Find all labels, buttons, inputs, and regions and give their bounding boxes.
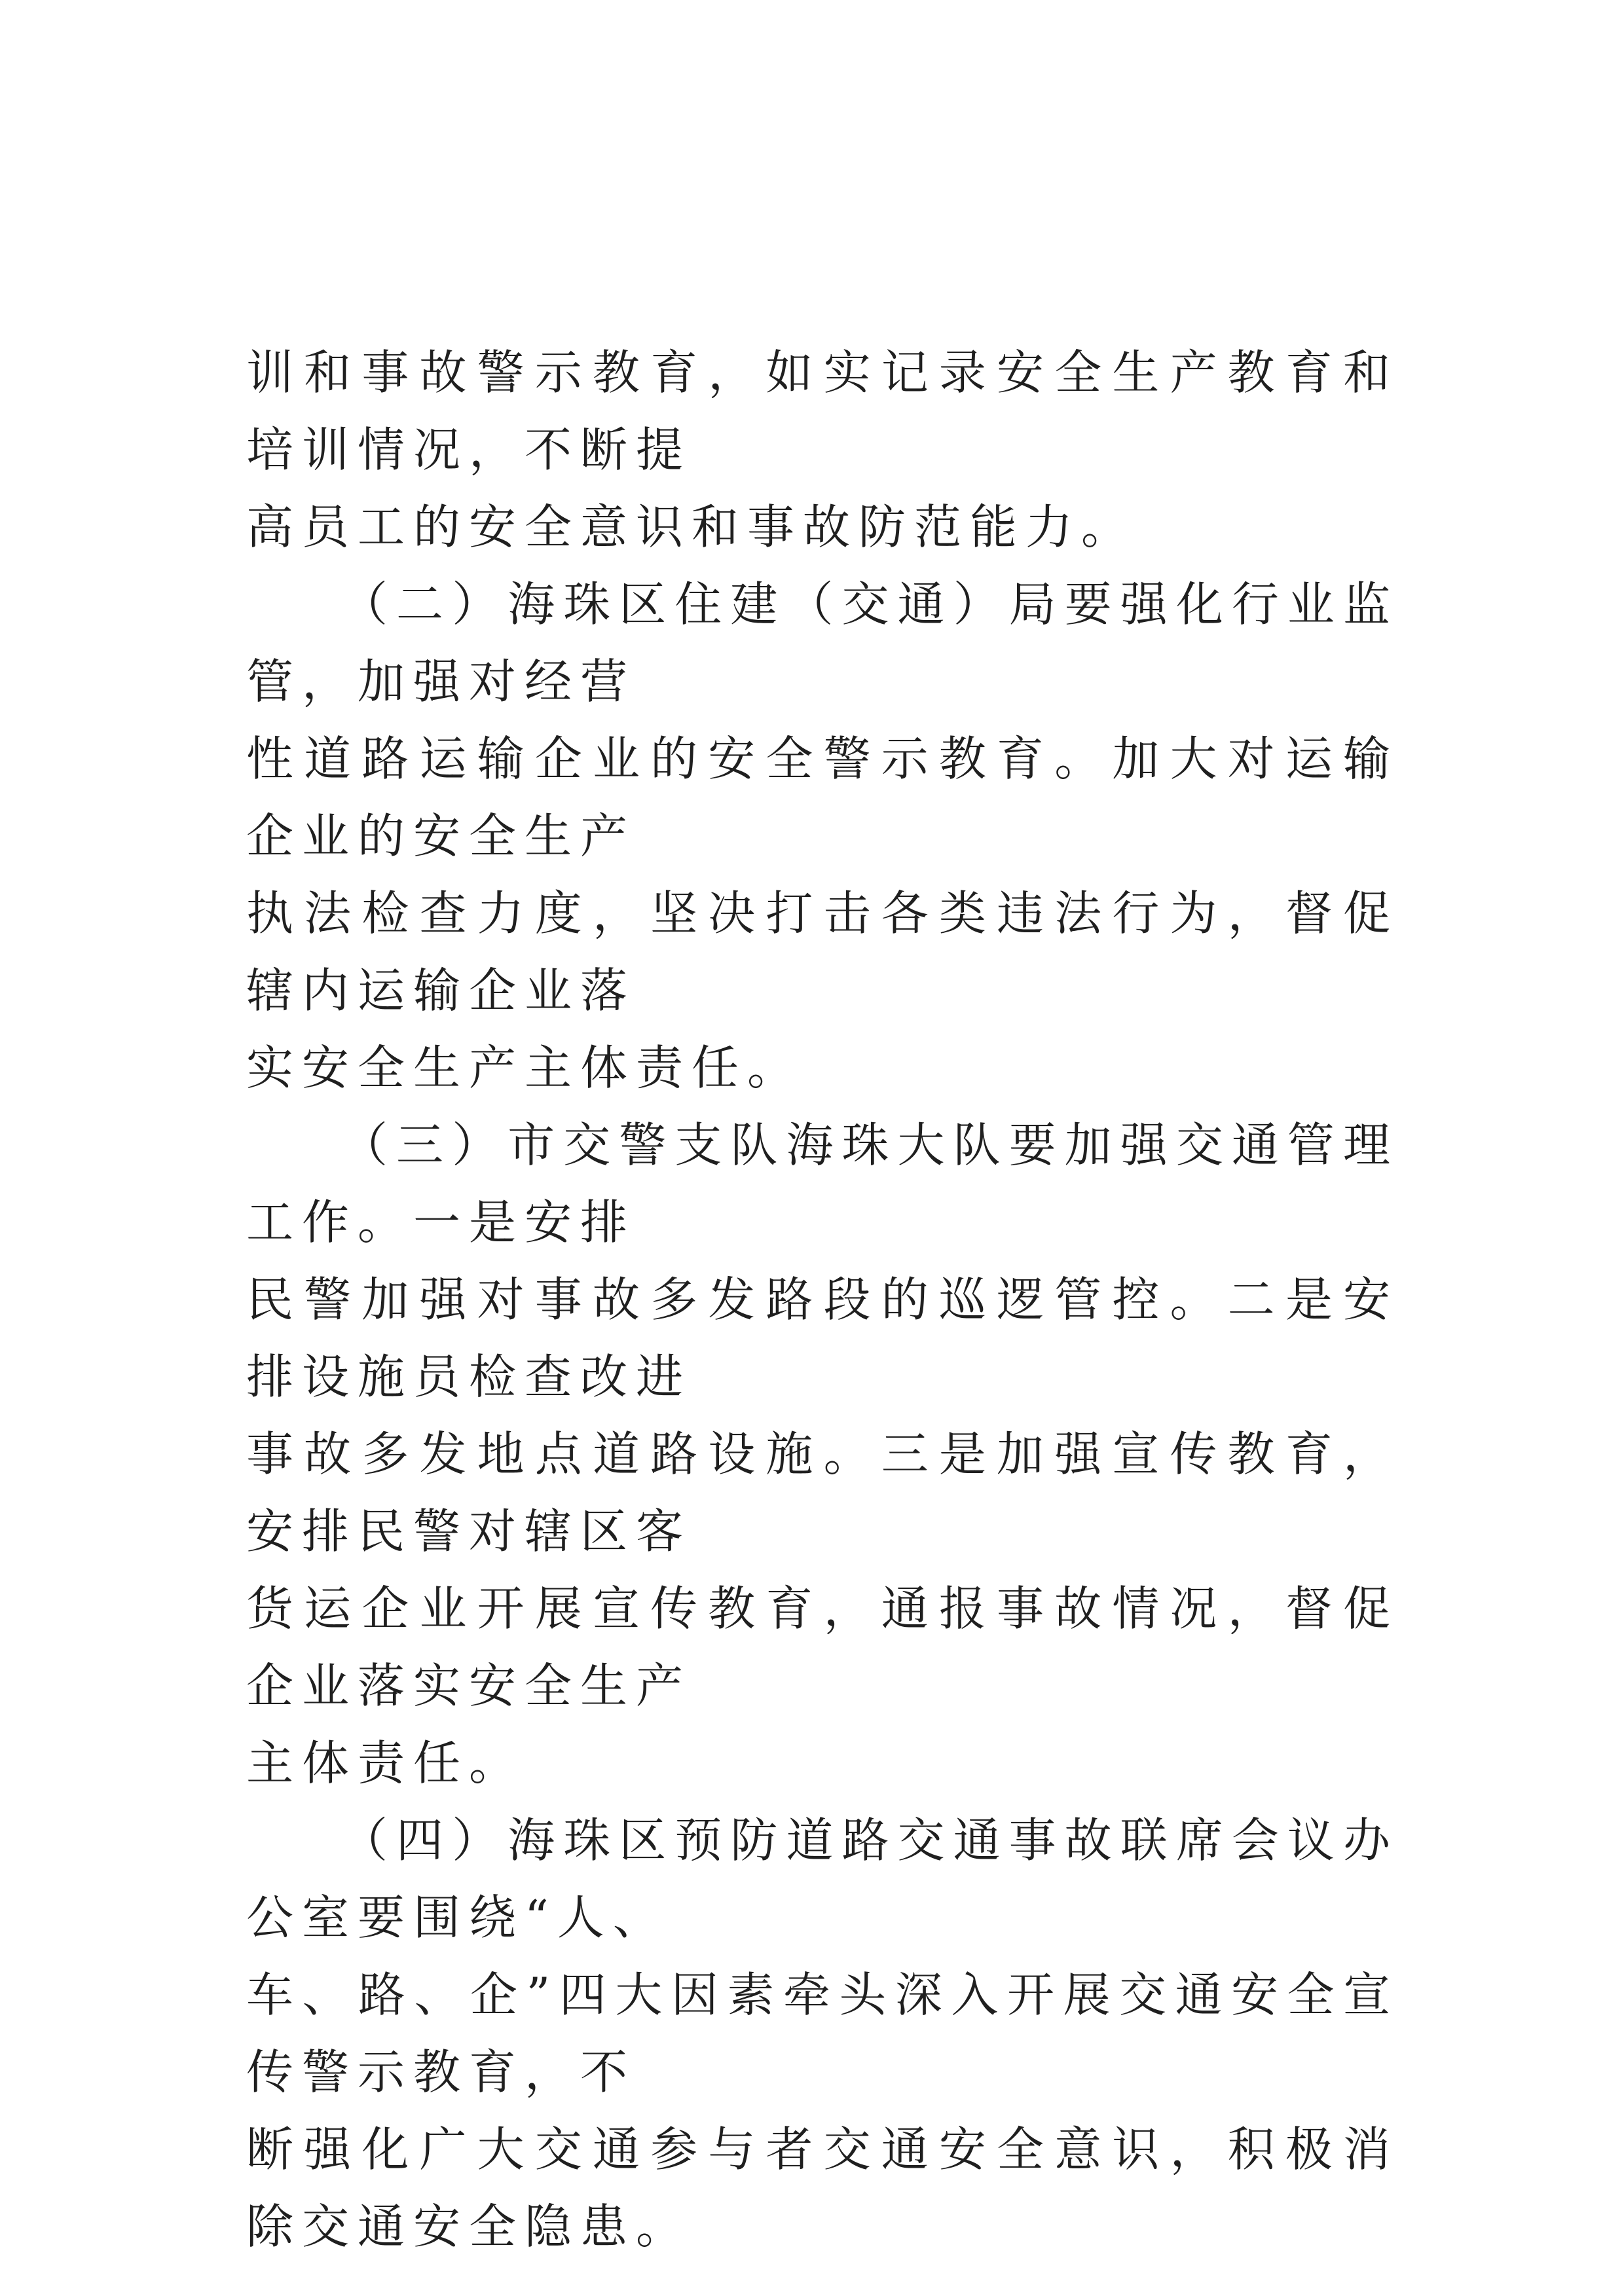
paragraph-item-4 [246, 1802, 1399, 2265]
paragraph-line: 断强化广大交通参与者交通安全意识，积极消除交通安全隐患。 [246, 2122, 1399, 2254]
paragraph-line: 车、路、企”四大因素牵头深入开展交通安全宣传警示教育，不 [246, 1967, 1399, 2100]
paragraph-line: 事故多发地点道路设施。三是加强宣传教育，安排民警对辖区客 [246, 1427, 1399, 1559]
paragraph-line: （三）市交警支队海珠大队要加强交通管理工作。一是安排 [246, 1118, 1399, 1250]
paragraph-line: （二）海珠区住建（交通）局要强化行业监管，加强对经营 [246, 577, 1399, 709]
paragraph-line: （四）海珠区预防道路交通事故联席会议办公室要围绕“人、 [246, 1813, 1399, 1945]
paragraph-line: 实安全生产主体责任。 [246, 1040, 803, 1095]
paragraph-item-2 [246, 566, 1399, 1106]
paragraph-line: 训和事故警示教育，如实记录安全生产教育和培训情况，不断提 [246, 345, 1399, 477]
document-body [246, 334, 1399, 2265]
paragraph-continuation [246, 334, 1399, 566]
paragraph-line: 性道路运输企业的安全警示教育。加大对运输企业的安全生产 [246, 731, 1399, 864]
paragraph-item-3 [246, 1106, 1399, 1802]
paragraph-line: 货运企业开展宣传教育，通报事故情况，督促企业落实安全生产 [246, 1581, 1399, 1713]
paragraph-line: 执法检查力度，坚决打击各类违法行为，督促辖内运输企业落 [246, 886, 1399, 1018]
paragraph-line: 主体责任。 [246, 1736, 525, 1791]
paragraph-line: 高员工的安全意识和事故防范能力。 [246, 500, 1137, 555]
paragraph-line: 民警加强对事故多发路段的巡逻管控。二是安排设施员检查改进 [246, 1272, 1399, 1404]
